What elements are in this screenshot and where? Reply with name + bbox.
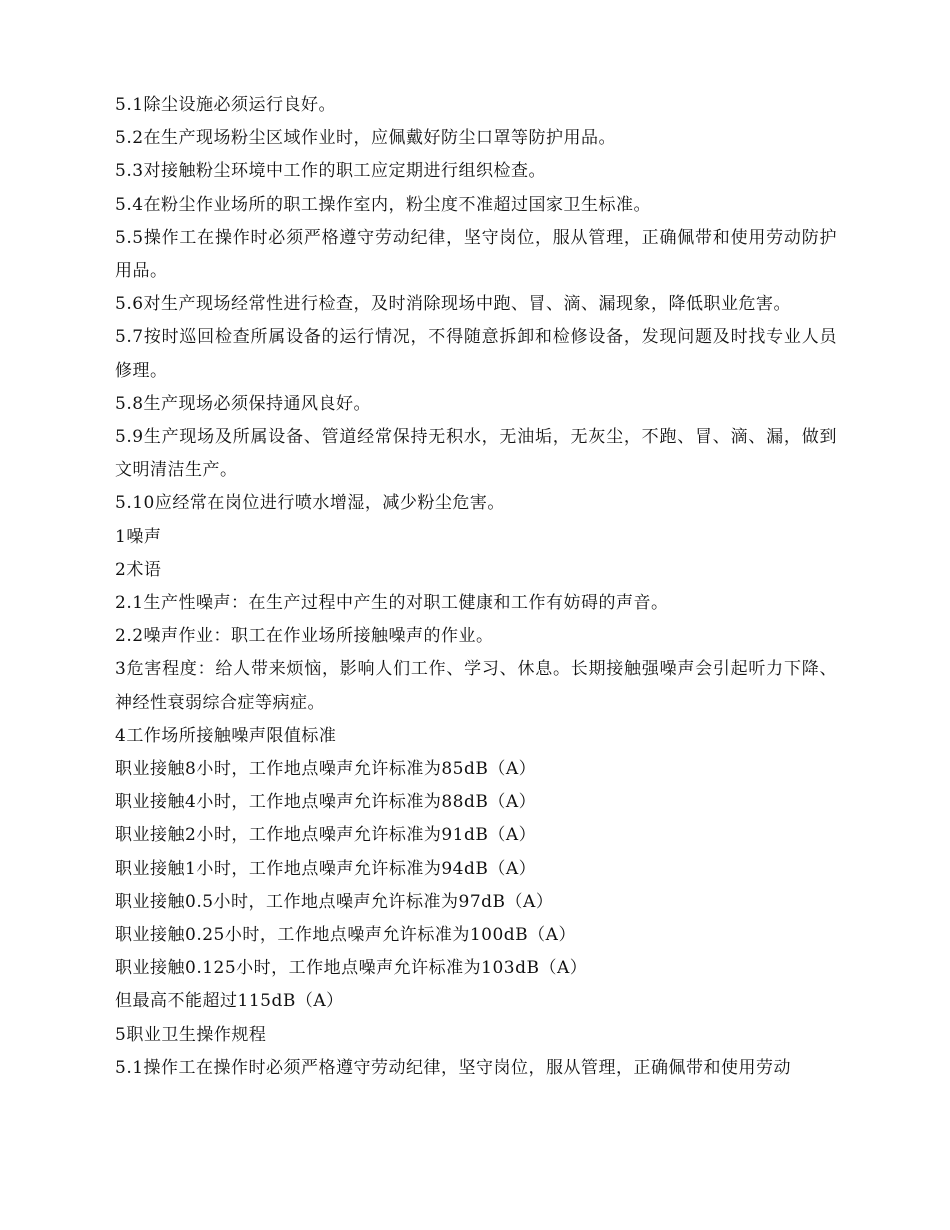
paragraph-5-4-dust-standard: 5.4在粉尘作业场所的职工操作室内，粉尘度不准超过国家卫生标准。 xyxy=(115,194,652,215)
paragraph-5-7-equipment-patrol: 5.7按时巡回检查所属设备的运行情况，不得随意拆卸和检修设备，发现问题及时找专业人员修理。 xyxy=(115,327,837,381)
noise-limit-4h: 职业接触4小时，工作地点噪声允许标准为88dB（A） xyxy=(115,792,537,813)
noise-limit-0-25h: 职业接触0.25小时，工作地点噪声允许标准为100dB（A） xyxy=(115,925,576,946)
paragraph-5-9-clean-production: 5.9生产现场及所属设备、管道经常保持无积水，无油垢，无灰尘，不跑、冒、滴、漏，做到文明清洁生产。 xyxy=(115,427,837,481)
noise-limit-0-5h: 职业接触0.5小时，工作地点噪声允许标准为97dB（A） xyxy=(115,891,554,912)
heading-5-occupational-health: 5职业卫生操作规程 xyxy=(115,1024,267,1045)
paragraph-3-hazard-level: 3危害程度：给人带来烦恼，影响人们工作、学习、休息。长期接触强噪声会引起听力下降、神经性衰弱综合症等病症。 xyxy=(115,659,837,713)
noise-limit-2h: 职业接触2小时，工作地点噪声允许标准为91dB（A） xyxy=(115,825,537,846)
paragraph-5-2-dust-mask: 5.2在生产现场粉尘区域作业时，应佩戴好防尘口罩等防护用品。 xyxy=(115,128,617,149)
paragraph-5-1-operator-discipline: 5.1操作工在操作时必须严格遵守劳动纪律，坚守岗位，服从管理，正确佩带和使用劳动 xyxy=(115,1057,792,1078)
heading-2-terms: 2术语 xyxy=(115,559,162,580)
document-body xyxy=(115,89,837,1085)
heading-1-noise: 1噪声 xyxy=(115,526,162,547)
noise-limit-8h: 职业接触8小时，工作地点噪声允许标准为85dB（A） xyxy=(115,759,537,780)
paragraph-5-8-ventilation: 5.8生产现场必须保持通风良好。 xyxy=(115,393,372,414)
paragraph-5-5-labor-discipline: 5.5操作工在操作时必须严格遵守劳动纪律，坚守岗位，服从管理，正确佩带和使用劳动防护用品。 xyxy=(115,227,837,282)
noise-limit-0-125h: 职业接触0.125小时，工作地点噪声允许标准为103dB（A） xyxy=(115,958,588,979)
heading-4-noise-limits: 4工作场所接触噪声限值标准 xyxy=(115,725,337,746)
paragraph-2-2-noise-work: 2.2噪声作业：职工在作业场所接触噪声的作业。 xyxy=(115,626,494,647)
noise-limit-max: 但最高不能超过115dB（A） xyxy=(115,991,344,1012)
noise-limit-1h: 职业接触1小时，工作地点噪声允许标准为94dB（A） xyxy=(115,858,537,879)
paragraph-5-3-health-check: 5.3对接触粉尘环境中工作的职工应定期进行组织检查。 xyxy=(115,161,547,182)
paragraph-2-1-productive-noise: 2.1生产性噪声：在生产过程中产生的对职工健康和工作有妨碍的声音。 xyxy=(115,593,669,614)
paragraph-5-6-site-inspection: 5.6对生产现场经常性进行检查，及时消除现场中跑、冒、滴、漏现象，降低职业危害。 xyxy=(115,294,792,315)
paragraph-5-1-dust-equipment: 5.1除尘设施必须运行良好。 xyxy=(115,95,337,115)
paragraph-5-10-water-spray: 5.10应经常在岗位进行喷水增湿，减少粉尘危害。 xyxy=(115,493,505,514)
